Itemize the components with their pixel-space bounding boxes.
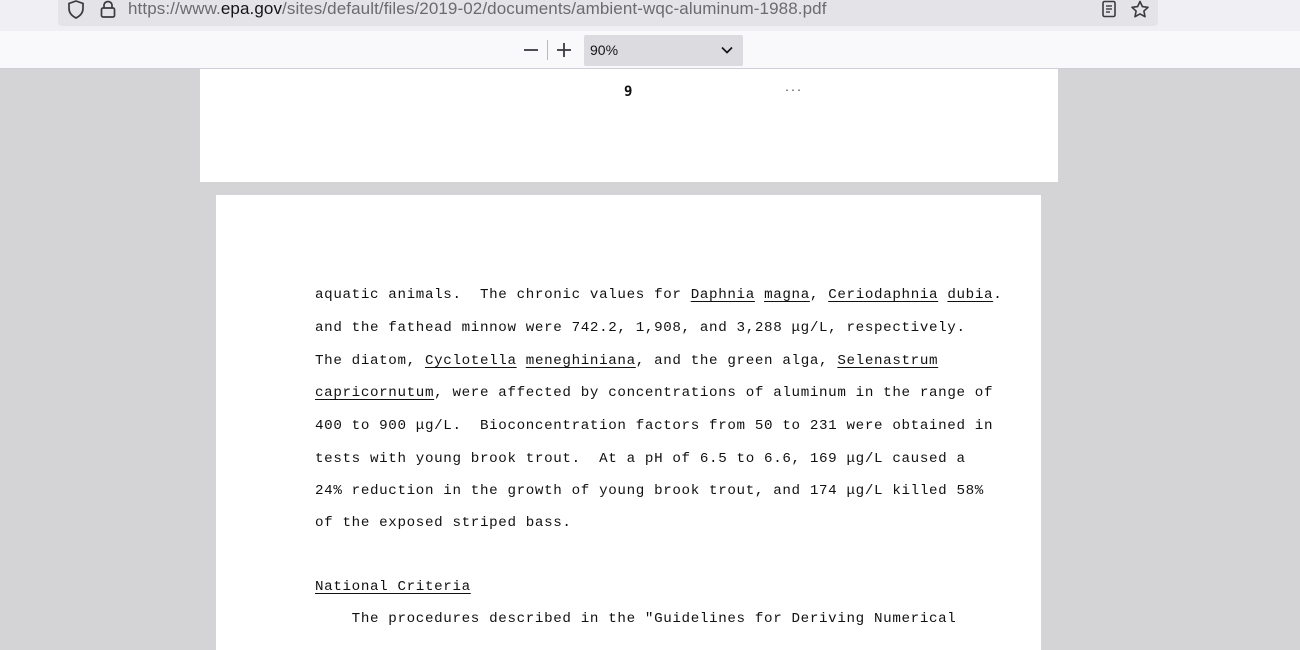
zoom-value: 90% — [590, 42, 619, 58]
pdf-toolbar — [0, 31, 1300, 69]
lock-icon[interactable] — [99, 0, 117, 19]
text-run — [938, 287, 947, 303]
address-bar — [0, 0, 1300, 31]
url-path: /sites/default/files/2019-02/documents/ambient-wqc-aluminum-1988.pdf — [282, 0, 827, 18]
species-name: Daphnia — [690, 287, 755, 303]
scan-speck: ... — [784, 83, 803, 94]
text-run: , — [809, 287, 829, 303]
pdf-page-previous — [200, 69, 1058, 182]
species-name: magna — [764, 287, 810, 303]
text-line — [315, 418, 993, 434]
url-host: epa.gov — [220, 0, 283, 18]
text-line — [315, 483, 984, 499]
zoom-select[interactable] — [584, 35, 743, 66]
text-run: and the fathead minnow were 742.2, 1,908, and 3,288 μg/L, respectively. — [315, 320, 966, 336]
text-run: aquatic animals. The chronic values for — [315, 287, 691, 303]
zoom-in-icon[interactable] — [551, 37, 577, 63]
page-number: 9 — [624, 84, 633, 100]
species-name: Selenastrum — [837, 353, 939, 369]
text-run: 24% reduction in the growth of young brook trout, and 174 μg/L killed 58% — [315, 483, 984, 499]
toolbar-separator — [547, 40, 548, 60]
text-line — [315, 320, 966, 336]
text-run — [755, 287, 764, 303]
shield-icon[interactable] — [66, 0, 86, 19]
zoom-out-icon[interactable] — [518, 37, 544, 63]
text-run — [517, 353, 526, 369]
text-run: 400 to 900 μg/L. Bioconcentration factors from 50 to 231 were obtained in — [315, 418, 994, 434]
url-text[interactable] — [128, 0, 827, 19]
text-line — [315, 385, 993, 401]
pdf-viewer[interactable] — [0, 69, 1300, 650]
text-line — [315, 515, 572, 531]
text-run: The diatom, — [315, 353, 425, 369]
text-line — [315, 451, 966, 467]
pdf-page-current — [216, 195, 1041, 650]
url-prefix: https://www. — [128, 0, 221, 18]
text-line — [315, 353, 938, 369]
text-run: tests with young brook trout. At a pH of 6.5 to 6.6, 169 μg/L caused a — [315, 451, 966, 467]
text-run: of the exposed striped bass. — [315, 515, 572, 531]
species-name: Ceriodaphnia — [828, 287, 939, 303]
paragraph-start: The procedures described in the "Guidelines for Deriving Numerical — [315, 611, 957, 627]
species-name: meneghiniana — [525, 353, 636, 369]
text-run: . — [993, 287, 1003, 303]
species-name: Cyclotella — [424, 353, 517, 369]
species-name: dubia — [947, 287, 994, 303]
text-line — [315, 287, 1002, 303]
chevron-down-icon — [720, 44, 734, 56]
species-name: capricornutum — [315, 385, 435, 401]
bookmark-star-icon[interactable] — [1130, 0, 1150, 19]
section-heading: National Criteria — [315, 579, 471, 595]
text-run: , and the green alga, — [635, 353, 838, 369]
text-run: , were affected by concentrations of aluminum in the range of — [434, 385, 994, 401]
reader-view-icon[interactable] — [1100, 0, 1118, 18]
